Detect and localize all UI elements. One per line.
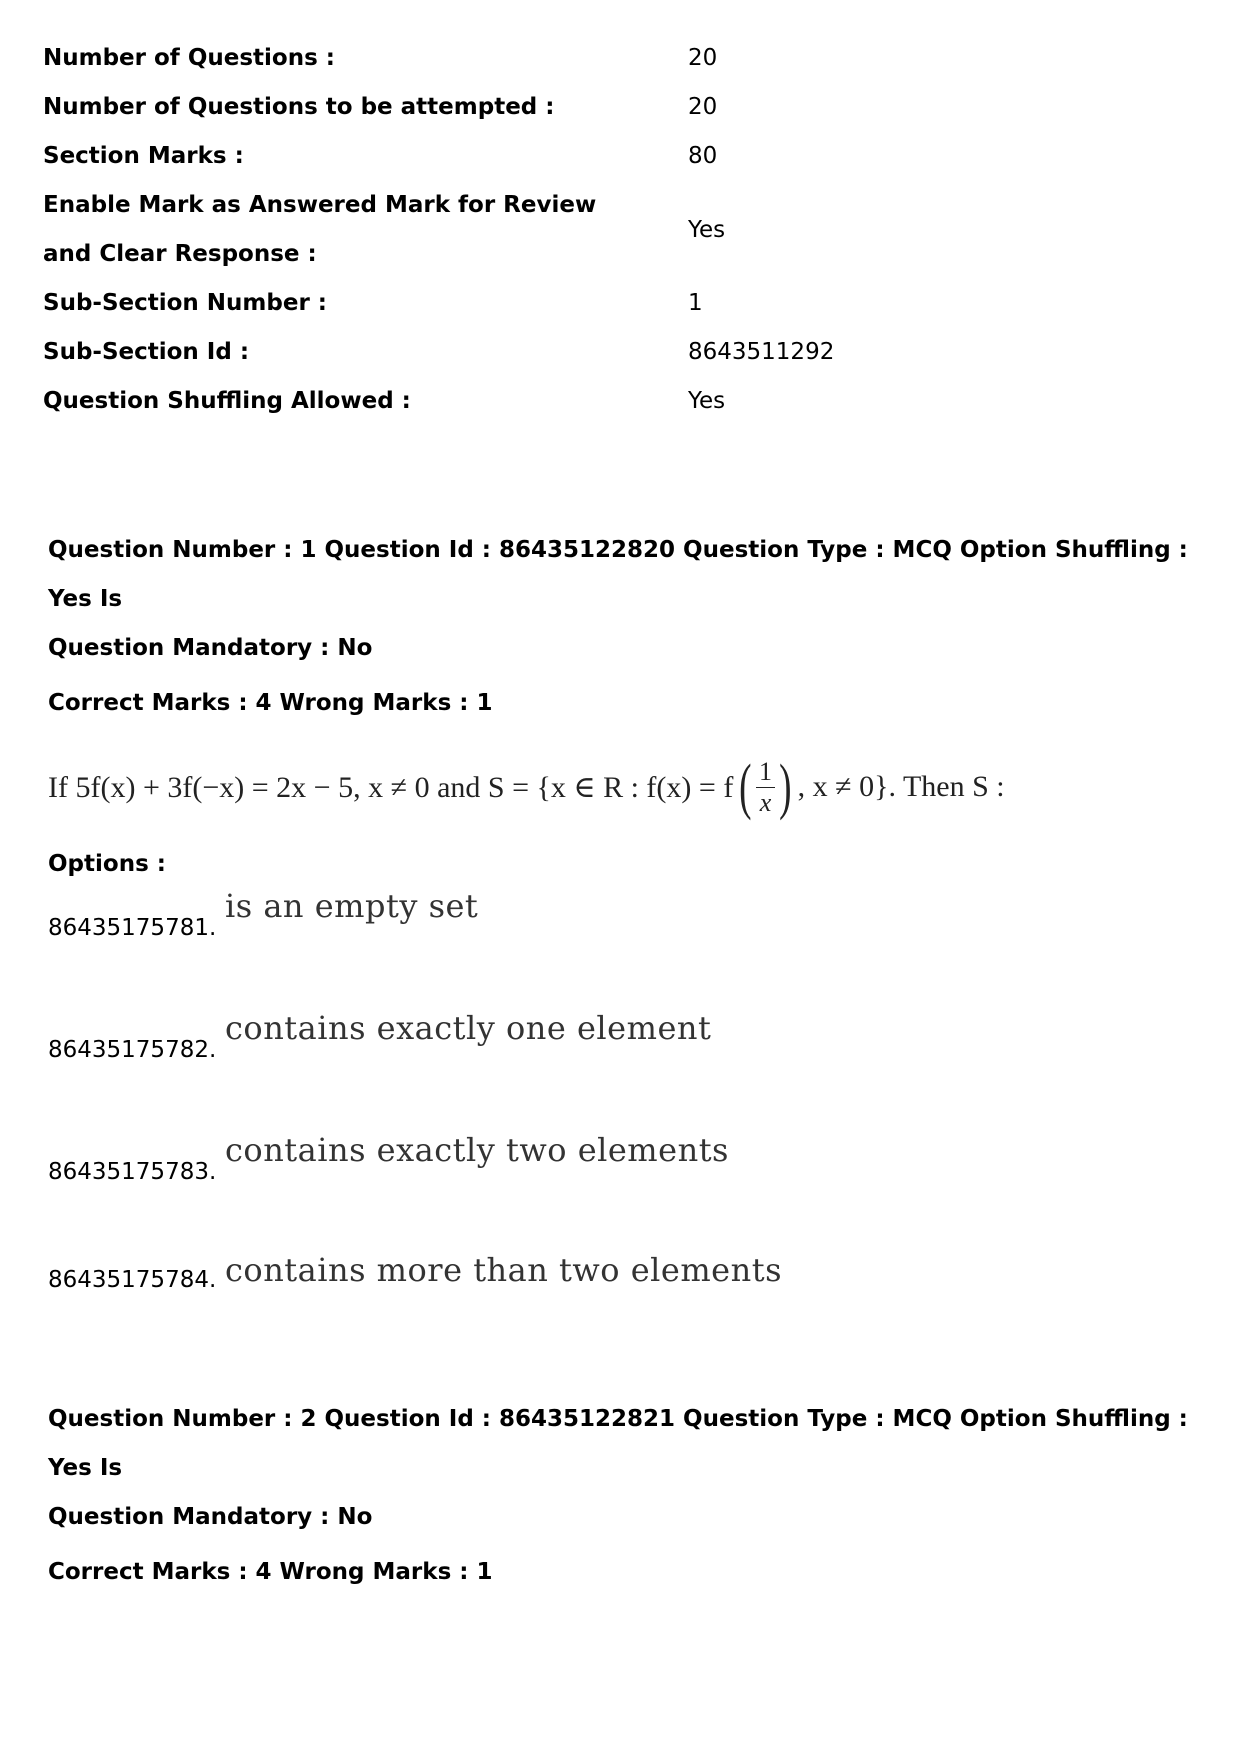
question-header: Question Number : 2 Question Id : 86435122821 Question Type : MCQ Option Shuffling : Yes Is	[48, 1406, 1188, 1481]
info-row	[43, 279, 1193, 328]
stem-suffix: , x ≠ 0}. Then S :	[797, 770, 1005, 803]
section-info-table	[43, 34, 1193, 426]
option-text: contains exactly one element	[225, 1009, 712, 1047]
option-text: contains exactly two elements	[225, 1131, 729, 1169]
info-label: Section Marks :	[43, 143, 244, 169]
question-marks: Correct Marks : 4 Wrong Marks : 1	[48, 1559, 493, 1585]
info-row	[43, 83, 1193, 132]
option-id: 86435175784.	[48, 1267, 217, 1293]
option-text: is an empty set	[225, 887, 479, 925]
option-item[interactable]	[48, 1251, 1208, 1365]
question-1	[48, 526, 1208, 1365]
option-item[interactable]	[48, 889, 1208, 1011]
option-id: 86435175781.	[48, 915, 217, 941]
info-label: Number of Questions :	[43, 45, 335, 71]
stem-prefix: If 5f(x) + 3f(−x) = 2x − 5, x ≠ 0 and S = {x ∈ R : f(x) = f	[48, 770, 734, 804]
info-value: 8643511292	[688, 339, 835, 365]
info-row	[43, 328, 1193, 377]
info-value: Yes	[688, 216, 726, 243]
info-value: 20	[688, 45, 718, 71]
info-label: Enable Mark as Answered Mark for Review and Clear Response :	[43, 192, 597, 267]
info-row	[43, 181, 1193, 279]
info-value: 80	[688, 143, 718, 169]
option-id: 86435175783.	[48, 1159, 217, 1185]
fraction-numerator: 1	[756, 759, 775, 788]
info-value: Yes	[688, 388, 726, 414]
option-id: 86435175782.	[48, 1037, 217, 1063]
question-header: Question Number : 1 Question Id : 86435122820 Question Type : MCQ Option Shuffling : Yes Is	[48, 537, 1188, 612]
fraction	[756, 756, 775, 817]
option-item[interactable]	[48, 1011, 1208, 1133]
question-mandatory: Question Mandatory : No	[48, 1504, 373, 1530]
info-label: Sub-Section Number :	[43, 290, 328, 316]
option-item[interactable]	[48, 1133, 1208, 1255]
info-value: 20	[688, 94, 718, 120]
right-paren: )	[779, 753, 792, 821]
fraction-denominator: x	[759, 787, 772, 817]
question-2	[48, 1395, 1208, 1597]
info-row	[43, 132, 1193, 181]
info-label: Number of Questions to be attempted :	[43, 94, 555, 120]
info-label: Question Shuffling Allowed :	[43, 388, 411, 414]
options-label: Options :	[48, 851, 166, 877]
info-label: Sub-Section Id :	[43, 339, 250, 365]
info-row	[43, 34, 1193, 83]
left-paren: (	[739, 753, 752, 821]
info-row	[43, 377, 1193, 426]
question-marks: Correct Marks : 4 Wrong Marks : 1	[48, 690, 493, 716]
question-mandatory: Question Mandatory : No	[48, 635, 373, 661]
question-stem	[48, 744, 1208, 830]
stem-fraction	[735, 753, 795, 821]
option-text: contains more than two elements	[225, 1251, 782, 1289]
info-value: 1	[688, 290, 703, 316]
